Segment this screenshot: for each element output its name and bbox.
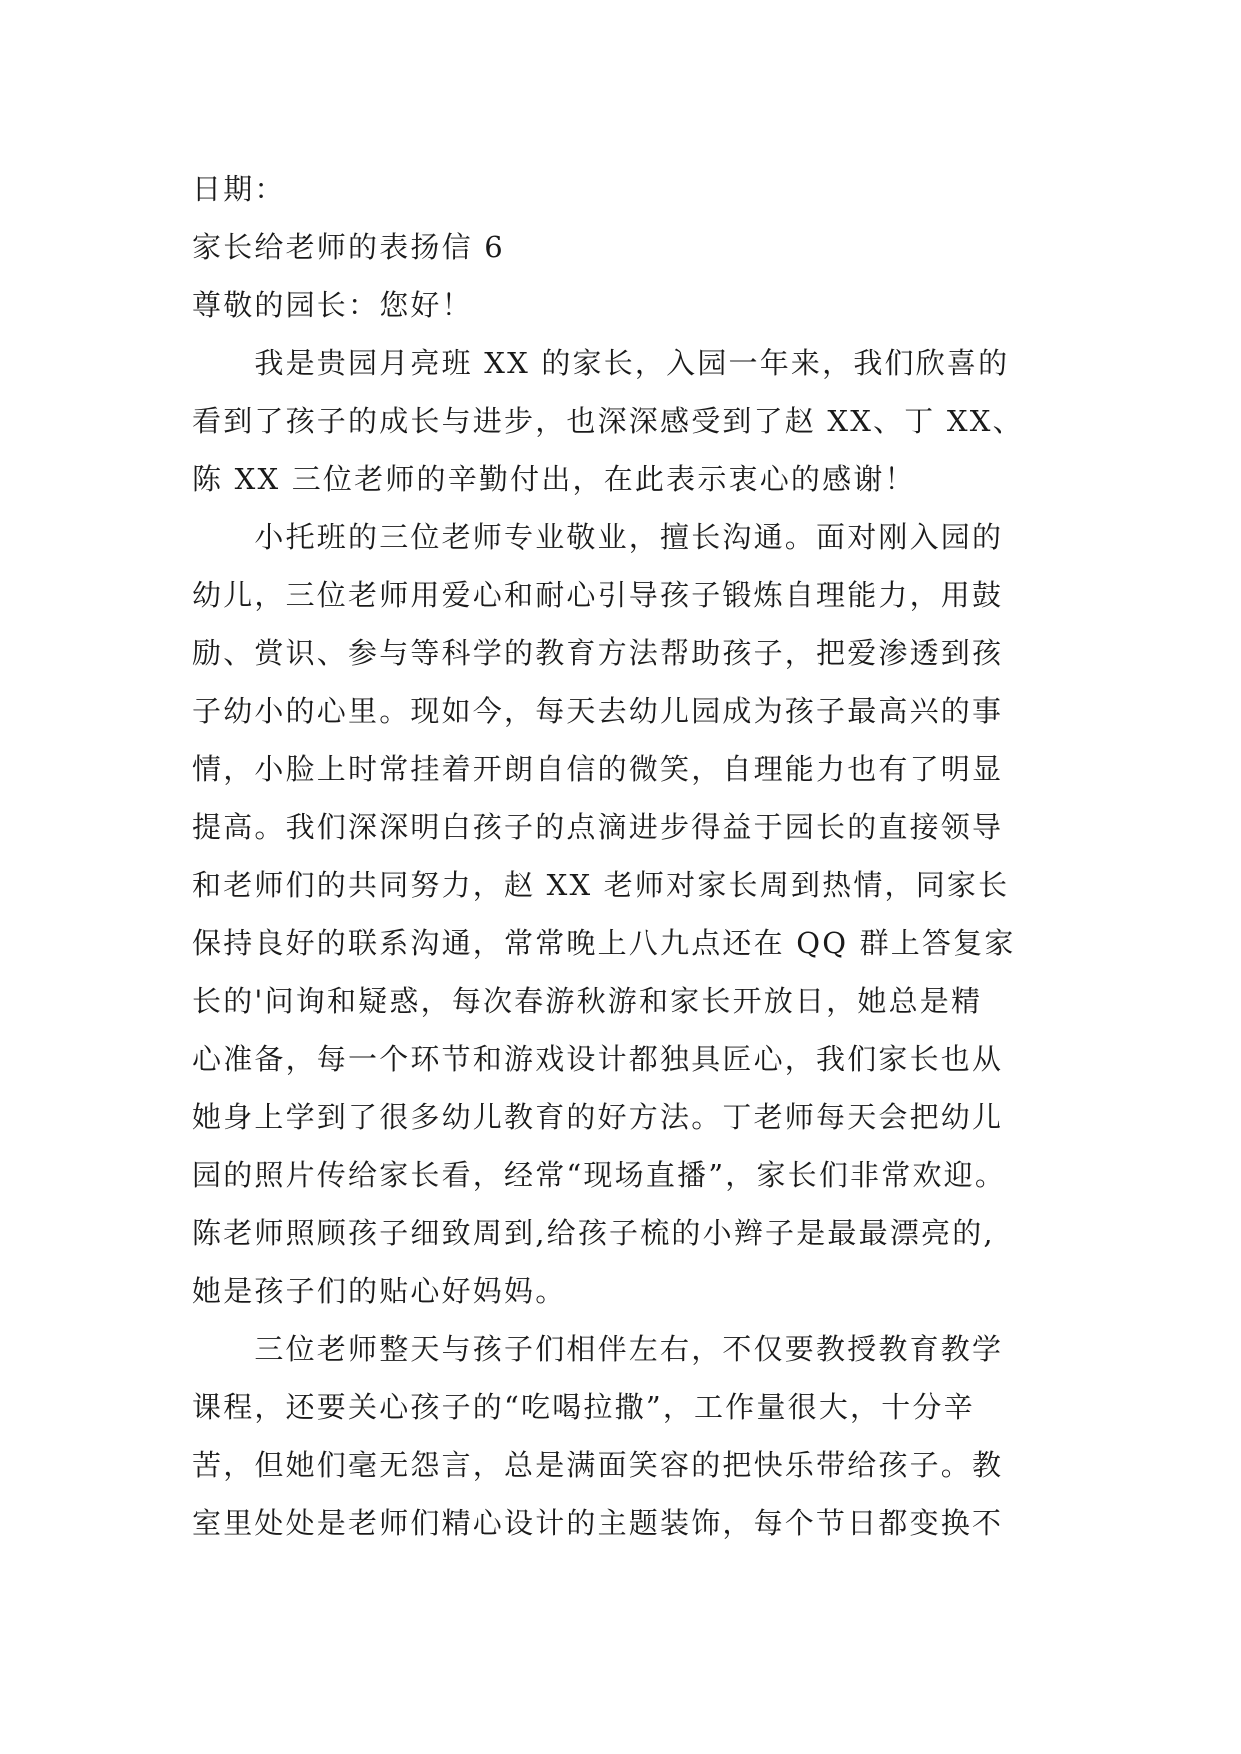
paragraph-line: 保持良好的联系沟通，常常晚上八九点还在 QQ 群上答复家 xyxy=(192,926,1016,960)
paragraph-line: 苦，但她们毫无怨言，总是满面笑容的把快乐带给孩子。教 xyxy=(192,1448,1004,1482)
paragraph-2 xyxy=(192,508,1062,1320)
salutation: 尊敬的园长：您好！ xyxy=(192,288,473,322)
paragraph-line: 小托班的三位老师专业敬业，擅长沟通。面对刚入园的 xyxy=(192,520,1004,554)
date-label: 日期： xyxy=(192,172,286,206)
paragraph-line: 看到了孩子的成长与进步，也深深感受到了赵 XX、丁 XX、 xyxy=(192,404,1024,438)
paragraph-line: 她身上学到了很多幼儿教育的好方法。丁老师每天会把幼儿 xyxy=(192,1100,1004,1134)
paragraph-line: 园的照片传给家长看，经常“现场直播”，家长们非常欢迎。 xyxy=(192,1158,1007,1192)
paragraph-3 xyxy=(192,1320,1062,1552)
paragraph-line: 子幼小的心里。现如今，每天去幼儿园成为孩子最高兴的事 xyxy=(192,694,1004,728)
paragraph-line: 我是贵园月亮班 XX 的家长，入园一年来，我们欣喜的 xyxy=(192,346,1010,380)
paragraph-line: 励、赏识、参与等科学的教育方法帮助孩子，把爱渗透到孩 xyxy=(192,636,1004,670)
paragraph-line: 三位老师整天与孩子们相伴左右，不仅要教授教育教学 xyxy=(192,1332,1004,1366)
paragraph-line: 幼儿，三位老师用爱心和耐心引导孩子锻炼自理能力，用鼓 xyxy=(192,578,1004,612)
paragraph-1 xyxy=(192,334,1062,508)
paragraph-line: 提高。我们深深明白孩子的点滴进步得益于园长的直接领导 xyxy=(192,810,1004,844)
paragraph-line: 室里处处是老师们精心设计的主题装饰，每个节日都变换不 xyxy=(192,1506,1004,1540)
paragraph-line: 心准备，每一个环节和游戏设计都独具匠心，我们家长也从 xyxy=(192,1042,1004,1076)
paragraph-line: 长的'问询和疑惑，每次春游秋游和家长开放日，她总是精 xyxy=(192,984,983,1018)
paragraph-line: 课程，还要关心孩子的“吃喝拉撒”，工作量很大，十分辛 xyxy=(192,1390,975,1424)
paragraph-line: 陈老师照顾孩子细致周到,给孩子梳的小辫子是最最漂亮的, xyxy=(192,1216,995,1250)
letter-body xyxy=(192,160,1062,1552)
paragraph-line: 她是孩子们的贴心好妈妈。 xyxy=(192,1274,567,1308)
paragraph-line: 和老师们的共同努力，赵 XX 老师对家长周到热情，同家长 xyxy=(192,868,1010,902)
letter-title: 家长给老师的表扬信 6 xyxy=(192,230,505,264)
paragraph-line: 陈 XX 三位老师的辛勤付出，在此表示衷心的感谢！ xyxy=(192,462,916,496)
paragraph-line: 情，小脸上时常挂着开朗自信的微笑，自理能力也有了明显 xyxy=(192,752,1004,786)
